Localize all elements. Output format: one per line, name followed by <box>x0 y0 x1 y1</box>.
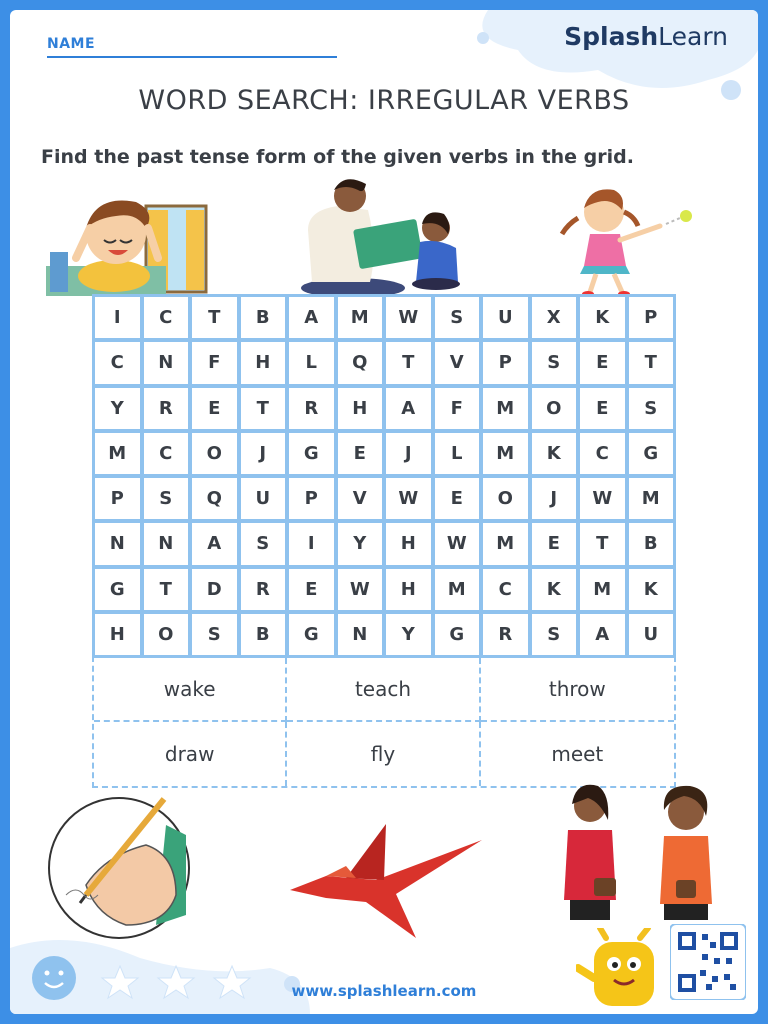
grid-cell[interactable]: I <box>95 297 140 338</box>
bottom-left-decoration <box>10 928 310 1014</box>
grid-cell[interactable]: A <box>192 523 237 564</box>
grid-cell[interactable]: C <box>580 433 625 474</box>
grid-cell[interactable]: N <box>144 342 189 383</box>
grid-cell[interactable]: E <box>532 523 577 564</box>
page-title: WORD SEARCH: IRREGULAR VERBS <box>138 85 630 116</box>
grid-cell[interactable]: K <box>629 569 674 610</box>
grid-cell[interactable]: T <box>192 297 237 338</box>
grid-cell[interactable]: E <box>289 569 334 610</box>
grid-cell[interactable]: M <box>435 569 480 610</box>
grid-cell[interactable]: K <box>532 569 577 610</box>
grid-cell[interactable]: H <box>241 342 286 383</box>
grid-cell[interactable]: U <box>241 478 286 519</box>
grid-cell[interactable]: R <box>289 388 334 429</box>
grid-cell[interactable]: B <box>241 297 286 338</box>
word-bank-item: throw <box>481 658 674 722</box>
grid-cell[interactable]: O <box>192 433 237 474</box>
grid-cell[interactable]: M <box>95 433 140 474</box>
grid-cell[interactable]: B <box>241 614 286 655</box>
grid-cell[interactable]: M <box>580 569 625 610</box>
footer-url[interactable]: www.splashlearn.com <box>291 982 477 1000</box>
grid-cell[interactable]: I <box>289 523 334 564</box>
grid-cell[interactable]: U <box>483 297 528 338</box>
grid-cell[interactable]: R <box>483 614 528 655</box>
grid-cell[interactable]: V <box>435 342 480 383</box>
grid-cell[interactable]: C <box>144 433 189 474</box>
grid-cell[interactable]: W <box>386 297 431 338</box>
grid-cell[interactable]: S <box>144 478 189 519</box>
grid-cell[interactable]: M <box>483 523 528 564</box>
grid-cell[interactable]: H <box>386 523 431 564</box>
grid-cell[interactable]: O <box>483 478 528 519</box>
teacher-reading-illustration <box>298 170 468 300</box>
worksheet-page <box>10 10 758 1014</box>
grid-cell[interactable]: R <box>144 388 189 429</box>
grid-cell[interactable]: S <box>241 523 286 564</box>
grid-cell[interactable]: E <box>580 342 625 383</box>
grid-cell[interactable]: E <box>192 388 237 429</box>
grid-cell[interactable]: Y <box>386 614 431 655</box>
grid-cell[interactable]: J <box>241 433 286 474</box>
grid-cell[interactable]: N <box>95 523 140 564</box>
grid-cell[interactable]: Y <box>338 523 383 564</box>
grid-cell[interactable]: G <box>435 614 480 655</box>
name-line <box>47 56 337 58</box>
grid-cell[interactable]: E <box>435 478 480 519</box>
grid-cell[interactable]: E <box>338 433 383 474</box>
grid-cell[interactable]: G <box>95 569 140 610</box>
grid-cell[interactable]: M <box>629 478 674 519</box>
grid-cell[interactable]: N <box>144 523 189 564</box>
grid-cell[interactable]: S <box>192 614 237 655</box>
grid-cell[interactable]: W <box>435 523 480 564</box>
grid-cell[interactable]: J <box>386 433 431 474</box>
grid-cell[interactable]: Q <box>338 342 383 383</box>
instructions: Find the past tense form of the given verbs in the grid. <box>41 146 634 168</box>
red-bird-illustration <box>286 820 486 940</box>
grid-cell[interactable]: S <box>532 342 577 383</box>
grid-cell[interactable]: N <box>338 614 383 655</box>
grid-cell[interactable]: H <box>95 614 140 655</box>
grid-cell[interactable]: P <box>95 478 140 519</box>
grid-cell[interactable]: K <box>532 433 577 474</box>
grid-cell[interactable]: H <box>386 569 431 610</box>
grid-cell[interactable]: L <box>435 433 480 474</box>
grid-cell[interactable]: C <box>144 297 189 338</box>
grid-cell[interactable]: C <box>483 569 528 610</box>
grid-cell[interactable]: H <box>338 388 383 429</box>
grid-cell[interactable]: C <box>95 342 140 383</box>
grid-cell[interactable]: T <box>144 569 189 610</box>
grid-cell[interactable]: D <box>192 569 237 610</box>
mascot-illustration <box>576 928 676 1014</box>
grid-cell[interactable]: F <box>435 388 480 429</box>
grid-cell[interactable]: M <box>483 388 528 429</box>
grid-cell[interactable]: Y <box>95 388 140 429</box>
grid-cell[interactable]: P <box>629 297 674 338</box>
grid-cell[interactable]: T <box>580 523 625 564</box>
grid-cell[interactable]: B <box>629 523 674 564</box>
grid-cell[interactable]: S <box>629 388 674 429</box>
girl-throwing-illustration <box>556 182 706 302</box>
grid-cell[interactable]: J <box>532 478 577 519</box>
grid-cell[interactable]: K <box>580 297 625 338</box>
grid-cell[interactable]: M <box>338 297 383 338</box>
word-bank-item: fly <box>287 722 480 786</box>
letter-grid <box>92 294 676 658</box>
word-bank-item: draw <box>94 722 287 786</box>
word-bank <box>92 656 676 788</box>
grid-cell[interactable]: W <box>338 569 383 610</box>
grid-cell[interactable]: P <box>483 342 528 383</box>
brand-regular: Learn <box>658 22 728 51</box>
name-field[interactable] <box>47 36 337 52</box>
grid-cell[interactable]: T <box>629 342 674 383</box>
grid-cell[interactable]: G <box>289 614 334 655</box>
splashlearn-logo <box>564 22 728 51</box>
grid-cell[interactable]: P <box>289 478 334 519</box>
boy-waking-illustration <box>46 188 216 296</box>
grid-cell[interactable]: X <box>532 297 577 338</box>
grid-cell[interactable]: L <box>289 342 334 383</box>
grid-cell[interactable]: U <box>629 614 674 655</box>
grid-cell[interactable]: S <box>532 614 577 655</box>
word-bank-item: meet <box>551 742 604 766</box>
brand-bold: Splash <box>564 22 659 51</box>
grid-cell[interactable]: T <box>386 342 431 383</box>
grid-cell[interactable]: W <box>386 478 431 519</box>
grid-cell[interactable]: A <box>386 388 431 429</box>
grid-cell[interactable]: R <box>241 569 286 610</box>
grid-cell[interactable]: G <box>629 433 674 474</box>
grid-cell[interactable]: T <box>241 388 286 429</box>
word-bank-item: wake <box>94 658 287 722</box>
grid-cell[interactable]: E <box>580 388 625 429</box>
grid-cell[interactable]: F <box>192 342 237 383</box>
grid-cell[interactable]: O <box>532 388 577 429</box>
grid-cell[interactable]: A <box>289 297 334 338</box>
grid-cell[interactable]: S <box>435 297 480 338</box>
grid-cell[interactable]: W <box>580 478 625 519</box>
grid-cell[interactable]: M <box>483 433 528 474</box>
grid-cell[interactable]: Q <box>192 478 237 519</box>
name-label: NAME <box>47 36 96 52</box>
hand-drawing-illustration <box>46 795 192 941</box>
grid-cell[interactable]: O <box>144 614 189 655</box>
grid-cell[interactable]: G <box>289 433 334 474</box>
word-bank-item: teach <box>287 658 480 722</box>
grid-cell[interactable]: V <box>338 478 383 519</box>
grid-cell[interactable]: A <box>580 614 625 655</box>
two-women-illustration <box>550 780 730 930</box>
